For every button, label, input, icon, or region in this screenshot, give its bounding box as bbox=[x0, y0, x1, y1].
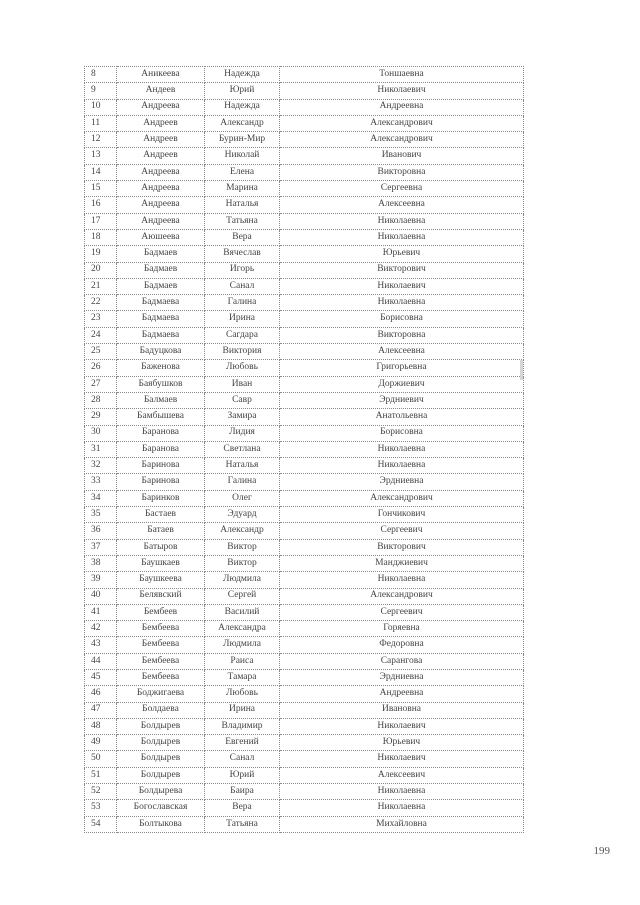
patronymic-cell: Доржиевич bbox=[280, 376, 524, 392]
surname-cell: Бастаев bbox=[117, 507, 205, 523]
patronymic-cell: Федоровна bbox=[280, 637, 524, 653]
table-row bbox=[85, 99, 524, 115]
surname-cell: Богославская bbox=[117, 800, 205, 816]
given-name-cell: Эдуард bbox=[205, 507, 280, 523]
patronymic-cell: Борисовна bbox=[280, 425, 524, 441]
patronymic-cell: Николаевна bbox=[280, 784, 524, 800]
surname-cell: Баринова bbox=[117, 458, 205, 474]
patronymic-cell: Эрдниевна bbox=[280, 474, 524, 490]
surname-cell: Аникеева bbox=[117, 67, 205, 83]
surname-cell: Андреева bbox=[117, 181, 205, 197]
row-number-cell: 46 bbox=[85, 686, 117, 702]
given-name-cell: Замира bbox=[205, 409, 280, 425]
given-name-cell: Игорь bbox=[205, 262, 280, 278]
row-number-cell: 20 bbox=[85, 262, 117, 278]
given-name-cell: Ирина bbox=[205, 702, 280, 718]
surname-cell: Бадуцкова bbox=[117, 344, 205, 360]
patronymic-cell: Тоншаевна bbox=[280, 67, 524, 83]
surname-cell: Андреев bbox=[117, 148, 205, 164]
row-number-cell: 26 bbox=[85, 360, 117, 376]
given-name-cell: Раиса bbox=[205, 653, 280, 669]
table-row bbox=[85, 311, 524, 327]
row-number-cell: 15 bbox=[85, 181, 117, 197]
patronymic-cell: Юрьевич bbox=[280, 246, 524, 262]
table-row bbox=[85, 344, 524, 360]
table-row bbox=[85, 360, 524, 376]
row-number-cell: 19 bbox=[85, 246, 117, 262]
given-name-cell: Санал bbox=[205, 751, 280, 767]
table-row bbox=[85, 588, 524, 604]
table-row bbox=[85, 181, 524, 197]
table-row bbox=[85, 229, 524, 245]
table-row bbox=[85, 621, 524, 637]
given-name-cell: Юрий bbox=[205, 767, 280, 783]
scan-artifact bbox=[520, 360, 523, 380]
patronymic-cell: Алексеевна bbox=[280, 197, 524, 213]
given-name-cell: Марина bbox=[205, 181, 280, 197]
row-number-cell: 12 bbox=[85, 132, 117, 148]
surname-cell: Баранова bbox=[117, 425, 205, 441]
surname-cell: Белявский bbox=[117, 588, 205, 604]
patronymic-cell: Сергеевич bbox=[280, 523, 524, 539]
table-row bbox=[85, 800, 524, 816]
table-row bbox=[85, 572, 524, 588]
surname-cell: Болдырев bbox=[117, 718, 205, 734]
row-number-cell: 10 bbox=[85, 99, 117, 115]
table-row bbox=[85, 246, 524, 262]
row-number-cell: 33 bbox=[85, 474, 117, 490]
surname-cell: Андреев bbox=[117, 132, 205, 148]
surname-cell: Болдырев bbox=[117, 767, 205, 783]
given-name-cell: Татьяна bbox=[205, 816, 280, 832]
patronymic-cell: Александрович bbox=[280, 588, 524, 604]
surname-cell: Бембеев bbox=[117, 604, 205, 620]
row-number-cell: 30 bbox=[85, 425, 117, 441]
surname-cell: Балмаев bbox=[117, 392, 205, 408]
patronymic-cell: Викторович bbox=[280, 539, 524, 555]
surname-cell: Болтыкова bbox=[117, 816, 205, 832]
patronymic-cell: Николаевна bbox=[280, 458, 524, 474]
given-name-cell: Галина bbox=[205, 474, 280, 490]
surname-cell: Андреева bbox=[117, 213, 205, 229]
surname-cell: Болдырев bbox=[117, 735, 205, 751]
given-name-cell: Любовь bbox=[205, 686, 280, 702]
row-number-cell: 24 bbox=[85, 327, 117, 343]
patronymic-cell: Борисовна bbox=[280, 311, 524, 327]
table-row bbox=[85, 735, 524, 751]
surname-cell: Бембеева bbox=[117, 653, 205, 669]
given-name-cell: Елена bbox=[205, 164, 280, 180]
patronymic-cell: Николаевич bbox=[280, 83, 524, 99]
patronymic-cell: Алексеевна bbox=[280, 344, 524, 360]
row-number-cell: 25 bbox=[85, 344, 117, 360]
given-name-cell: Виктор bbox=[205, 539, 280, 555]
row-number-cell: 53 bbox=[85, 800, 117, 816]
patronymic-cell: Николаевич bbox=[280, 751, 524, 767]
given-name-cell: Надежда bbox=[205, 99, 280, 115]
row-number-cell: 41 bbox=[85, 604, 117, 620]
given-name-cell: Светлана bbox=[205, 441, 280, 457]
row-number-cell: 27 bbox=[85, 376, 117, 392]
given-name-cell: Вера bbox=[205, 229, 280, 245]
patronymic-cell: Михайловна bbox=[280, 816, 524, 832]
patronymic-cell: Викторовна bbox=[280, 327, 524, 343]
given-name-cell: Виктор bbox=[205, 555, 280, 571]
row-number-cell: 11 bbox=[85, 115, 117, 131]
surname-cell: Баябушков bbox=[117, 376, 205, 392]
patronymic-cell: Николаевна bbox=[280, 800, 524, 816]
patronymic-cell: Сарангова bbox=[280, 653, 524, 669]
given-name-cell: Ирина bbox=[205, 311, 280, 327]
surname-cell: Андреева bbox=[117, 197, 205, 213]
table-row bbox=[85, 718, 524, 734]
table-row bbox=[85, 425, 524, 441]
row-number-cell: 48 bbox=[85, 718, 117, 734]
table-row bbox=[85, 327, 524, 343]
given-name-cell: Галина bbox=[205, 295, 280, 311]
given-name-cell: Александра bbox=[205, 621, 280, 637]
patronymic-cell: Иванович bbox=[280, 148, 524, 164]
table-row bbox=[85, 392, 524, 408]
surname-cell: Батыров bbox=[117, 539, 205, 555]
patronymic-cell: Горяевна bbox=[280, 621, 524, 637]
given-name-cell: Сагдара bbox=[205, 327, 280, 343]
patronymic-cell: Николаевна bbox=[280, 295, 524, 311]
row-number-cell: 9 bbox=[85, 83, 117, 99]
given-name-cell: Сергей bbox=[205, 588, 280, 604]
given-name-cell: Александр bbox=[205, 115, 280, 131]
row-number-cell: 42 bbox=[85, 621, 117, 637]
surname-cell: Бадмаева bbox=[117, 295, 205, 311]
row-number-cell: 45 bbox=[85, 669, 117, 685]
given-name-cell: Наталья bbox=[205, 458, 280, 474]
table-row bbox=[85, 376, 524, 392]
table-row bbox=[85, 669, 524, 685]
surname-cell: Боджигаева bbox=[117, 686, 205, 702]
patronymic-cell: Викторовна bbox=[280, 164, 524, 180]
table-row bbox=[85, 441, 524, 457]
table-row bbox=[85, 409, 524, 425]
given-name-cell: Наталья bbox=[205, 197, 280, 213]
row-number-cell: 49 bbox=[85, 735, 117, 751]
patronymic-cell: Андреевна bbox=[280, 686, 524, 702]
surname-cell: Аюшеева bbox=[117, 229, 205, 245]
table-row bbox=[85, 213, 524, 229]
row-number-cell: 37 bbox=[85, 539, 117, 555]
surname-cell: Баушкеева bbox=[117, 572, 205, 588]
patronymic-cell: Гончикович bbox=[280, 507, 524, 523]
row-number-cell: 36 bbox=[85, 523, 117, 539]
table-row bbox=[85, 490, 524, 506]
table-row bbox=[85, 637, 524, 653]
row-number-cell: 54 bbox=[85, 816, 117, 832]
table-row bbox=[85, 767, 524, 783]
row-number-cell: 13 bbox=[85, 148, 117, 164]
given-name-cell: Владимир bbox=[205, 718, 280, 734]
table-row bbox=[85, 295, 524, 311]
table-row bbox=[85, 115, 524, 131]
patronymic-cell: Григорьевна bbox=[280, 360, 524, 376]
surname-cell: Андреева bbox=[117, 99, 205, 115]
row-number-cell: 52 bbox=[85, 784, 117, 800]
row-number-cell: 38 bbox=[85, 555, 117, 571]
given-name-cell: Татьяна bbox=[205, 213, 280, 229]
surname-cell: Баранова bbox=[117, 441, 205, 457]
table-row bbox=[85, 197, 524, 213]
given-name-cell: Вячеслав bbox=[205, 246, 280, 262]
patronymic-cell: Николаевна bbox=[280, 229, 524, 245]
surname-cell: Бадмаев bbox=[117, 246, 205, 262]
row-number-cell: 40 bbox=[85, 588, 117, 604]
patronymic-cell: Александрович bbox=[280, 490, 524, 506]
patronymic-cell: Анатольевна bbox=[280, 409, 524, 425]
table-row bbox=[85, 702, 524, 718]
given-name-cell: Николай bbox=[205, 148, 280, 164]
table-row bbox=[85, 539, 524, 555]
patronymic-cell: Сергеевич bbox=[280, 604, 524, 620]
given-name-cell: Вера bbox=[205, 800, 280, 816]
table-row bbox=[85, 132, 524, 148]
row-number-cell: 35 bbox=[85, 507, 117, 523]
page-number: 199 bbox=[593, 845, 610, 857]
patronymic-cell: Николаевич bbox=[280, 278, 524, 294]
patronymic-cell: Сергеевна bbox=[280, 181, 524, 197]
row-number-cell: 22 bbox=[85, 295, 117, 311]
patronymic-cell: Николаевич bbox=[280, 718, 524, 734]
patronymic-cell: Андреевна bbox=[280, 99, 524, 115]
row-number-cell: 23 bbox=[85, 311, 117, 327]
surname-cell: Андреев bbox=[117, 115, 205, 131]
patronymic-cell: Николаевна bbox=[280, 572, 524, 588]
table-row bbox=[85, 604, 524, 620]
row-number-cell: 34 bbox=[85, 490, 117, 506]
surname-cell: Бадмаева bbox=[117, 327, 205, 343]
surname-cell: Бембеева bbox=[117, 637, 205, 653]
surname-cell: Андеев bbox=[117, 83, 205, 99]
surname-cell: Баринова bbox=[117, 474, 205, 490]
patronymic-cell: Юрьевич bbox=[280, 735, 524, 751]
table-row bbox=[85, 164, 524, 180]
row-number-cell: 32 bbox=[85, 458, 117, 474]
row-number-cell: 28 bbox=[85, 392, 117, 408]
table-row bbox=[85, 67, 524, 83]
given-name-cell: Савр bbox=[205, 392, 280, 408]
given-name-cell: Санал bbox=[205, 278, 280, 294]
row-number-cell: 16 bbox=[85, 197, 117, 213]
table-row bbox=[85, 523, 524, 539]
surname-cell: Бамбышева bbox=[117, 409, 205, 425]
given-name-cell: Виктория bbox=[205, 344, 280, 360]
table-row bbox=[85, 816, 524, 832]
roster-table bbox=[84, 66, 524, 833]
given-name-cell: Баира bbox=[205, 784, 280, 800]
patronymic-cell: Ивановна bbox=[280, 702, 524, 718]
table-row bbox=[85, 278, 524, 294]
patronymic-cell: Эрдниевич bbox=[280, 392, 524, 408]
patronymic-cell: Александрович bbox=[280, 115, 524, 131]
row-number-cell: 43 bbox=[85, 637, 117, 653]
given-name-cell: Александр bbox=[205, 523, 280, 539]
surname-cell: Батаев bbox=[117, 523, 205, 539]
surname-cell: Бадмаев bbox=[117, 262, 205, 278]
table-row bbox=[85, 458, 524, 474]
given-name-cell: Любовь bbox=[205, 360, 280, 376]
given-name-cell: Лидия bbox=[205, 425, 280, 441]
table-row bbox=[85, 507, 524, 523]
surname-cell: Бадмаев bbox=[117, 278, 205, 294]
surname-cell: Бембеева bbox=[117, 669, 205, 685]
given-name-cell: Олег bbox=[205, 490, 280, 506]
surname-cell: Бембеева bbox=[117, 621, 205, 637]
row-number-cell: 17 bbox=[85, 213, 117, 229]
row-number-cell: 31 bbox=[85, 441, 117, 457]
roster-table-body bbox=[85, 67, 524, 833]
surname-cell: Болдаева bbox=[117, 702, 205, 718]
row-number-cell: 18 bbox=[85, 229, 117, 245]
table-row bbox=[85, 686, 524, 702]
row-number-cell: 39 bbox=[85, 572, 117, 588]
patronymic-cell: Эрдниевна bbox=[280, 669, 524, 685]
given-name-cell: Иван bbox=[205, 376, 280, 392]
table-row bbox=[85, 653, 524, 669]
given-name-cell: Юрий bbox=[205, 83, 280, 99]
table-row bbox=[85, 555, 524, 571]
row-number-cell: 47 bbox=[85, 702, 117, 718]
row-number-cell: 44 bbox=[85, 653, 117, 669]
row-number-cell: 8 bbox=[85, 67, 117, 83]
surname-cell: Баушкаев bbox=[117, 555, 205, 571]
table-row bbox=[85, 262, 524, 278]
row-number-cell: 51 bbox=[85, 767, 117, 783]
table-row bbox=[85, 148, 524, 164]
table-row bbox=[85, 83, 524, 99]
given-name-cell: Евгений bbox=[205, 735, 280, 751]
patronymic-cell: Алексеевич bbox=[280, 767, 524, 783]
patronymic-cell: Александрович bbox=[280, 132, 524, 148]
surname-cell: Андреева bbox=[117, 164, 205, 180]
patronymic-cell: Викторович bbox=[280, 262, 524, 278]
patronymic-cell: Николаевна bbox=[280, 441, 524, 457]
given-name-cell: Людмила bbox=[205, 637, 280, 653]
table-row bbox=[85, 474, 524, 490]
row-number-cell: 50 bbox=[85, 751, 117, 767]
surname-cell: Бадмаева bbox=[117, 311, 205, 327]
patronymic-cell: Манджиевич bbox=[280, 555, 524, 571]
given-name-cell: Василий bbox=[205, 604, 280, 620]
surname-cell: Баринков bbox=[117, 490, 205, 506]
given-name-cell: Надежда bbox=[205, 67, 280, 83]
row-number-cell: 21 bbox=[85, 278, 117, 294]
row-number-cell: 29 bbox=[85, 409, 117, 425]
given-name-cell: Людмила bbox=[205, 572, 280, 588]
given-name-cell: Тамара bbox=[205, 669, 280, 685]
patronymic-cell: Николаевна bbox=[280, 213, 524, 229]
surname-cell: Болдырев bbox=[117, 751, 205, 767]
surname-cell: Баженова bbox=[117, 360, 205, 376]
row-number-cell: 14 bbox=[85, 164, 117, 180]
table-row bbox=[85, 751, 524, 767]
surname-cell: Болдырева bbox=[117, 784, 205, 800]
given-name-cell: Бурин-Мир bbox=[205, 132, 280, 148]
table-row bbox=[85, 784, 524, 800]
